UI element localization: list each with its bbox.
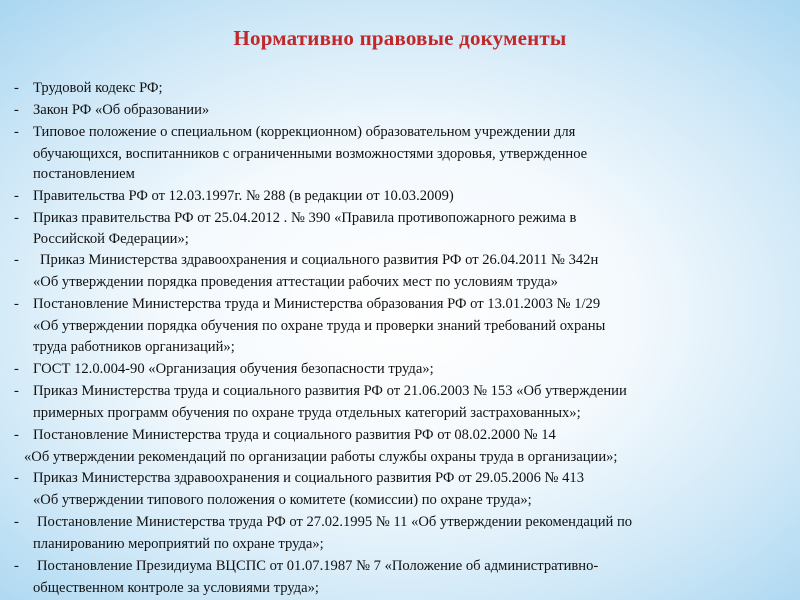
- list-item-continuation: «Об утверждении порядка обучения по охране труда и проверки знаний требований охраны: [33, 318, 606, 334]
- list-bullet: -: [14, 188, 19, 204]
- list-item-continuation: примерных программ обучения по охране труда отдельных категорий застрахованных»;: [33, 405, 581, 421]
- list-item-continuation: постановлением: [33, 166, 135, 182]
- list-bullet: -: [14, 296, 19, 312]
- list-item-continuation: обучающихся, воспитанников с ограниченными возможностями здоровья, утвержденное: [33, 146, 588, 162]
- list-bullet: -: [14, 80, 19, 96]
- list-item-continuation: труда работников организаций»;: [33, 339, 235, 355]
- list-item-continuation: «Об утверждении порядка проведения аттестации рабочих мест по условиям труда»: [33, 274, 558, 290]
- list-item: Постановление Министерства труда РФ от 27.02.1995 № 11 «Об утверждении рекомендаций по: [37, 514, 633, 530]
- list-item-continuation: планированию мероприятий по охране труда»;: [33, 536, 324, 552]
- list-bullet: -: [14, 252, 19, 268]
- list-bullet: -: [14, 470, 19, 486]
- list-item: Типовое положение о специальном (коррекционном) образовательном учреждении для: [33, 124, 576, 140]
- list-item: Приказ Министерства труда и социального развития РФ от 21.06.2003 № 153 «Об утверждении: [33, 383, 627, 399]
- list-item-continuation: Российской Федерации»;: [33, 231, 189, 247]
- list-bullet: -: [14, 210, 19, 226]
- list-item: Постановление Министерства труда и Министерства образования РФ от 13.01.2003 № 1/29: [33, 296, 601, 312]
- list-bullet: -: [14, 427, 19, 443]
- list-item: Приказ Министерства здравоохранения и социального развития РФ от 29.05.2006 № 413: [33, 470, 584, 486]
- list-bullet: -: [14, 514, 19, 530]
- list-bullet: -: [14, 124, 19, 140]
- page-title: Нормативно правовые документы: [233, 26, 567, 50]
- list-item: Приказ Министерства здравоохранения и социального развития РФ от 26.04.2011 № 342н: [40, 252, 599, 268]
- list-item-continuation: общественном контроле за условиями труда»;: [33, 580, 319, 596]
- list-bullet: -: [14, 558, 19, 574]
- list-item: Правительства РФ от 12.03.1997г. № 288 (в редакции от 10.03.2009): [33, 188, 454, 204]
- list-item: Постановление Президиума ВЦСПС от 01.07.1987 № 7 «Положение об административно-: [37, 558, 599, 574]
- list-item: Приказ правительства РФ от 25.04.2012 . № 390 «Правила противопожарного режима в: [33, 210, 577, 226]
- list-item: Постановление Министерства труда и социального развития РФ от 08.02.2000 № 14: [33, 427, 556, 443]
- list-bullet: -: [14, 102, 19, 118]
- list-item: ГОСТ 12.0.004-90 «Организация обучения безопасности труда»;: [33, 361, 434, 377]
- list-item: Закон РФ «Об образовании»: [33, 102, 210, 118]
- list-bullet: -: [14, 383, 19, 399]
- list-item: Трудовой кодекс РФ;: [33, 80, 163, 96]
- list-item-continuation: «Об утверждении типового положения о комитете (комиссии) по охране труда»;: [33, 492, 532, 508]
- list-bullet: -: [14, 361, 19, 377]
- list-item-continuation: «Об утверждении рекомендаций по организации работы службы охраны труда в организации»;: [24, 449, 618, 465]
